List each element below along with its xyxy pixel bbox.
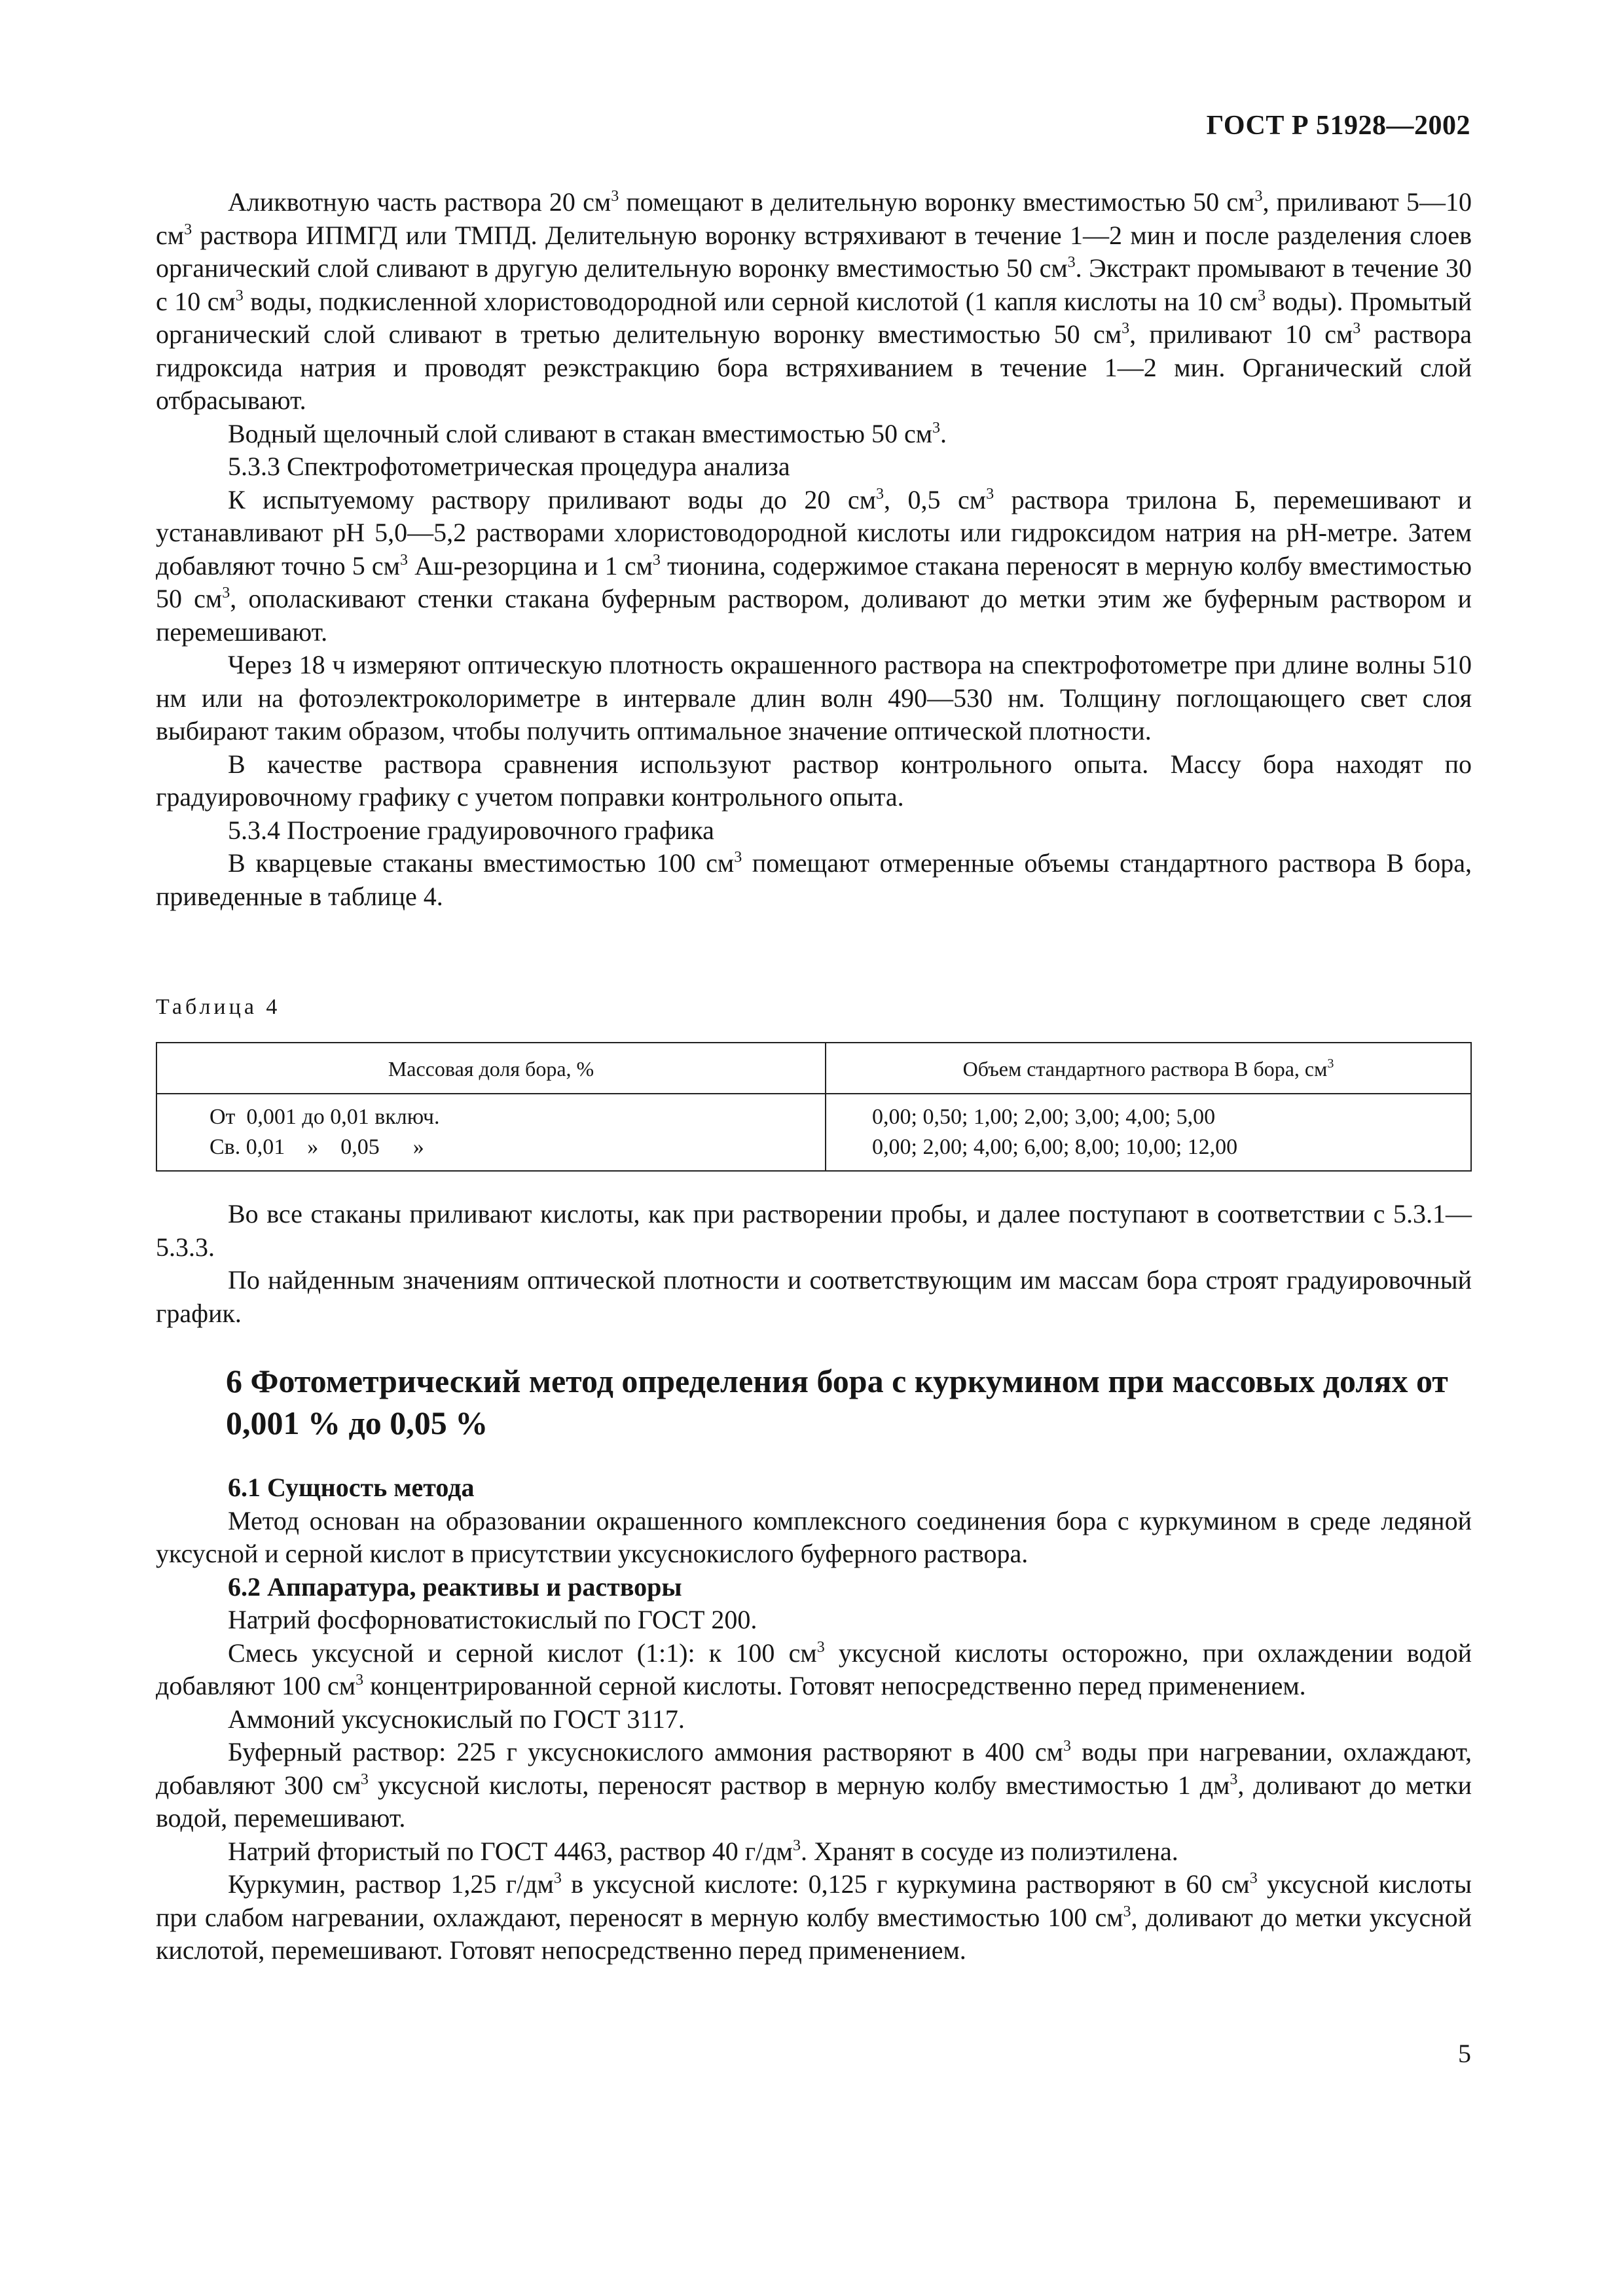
paragraph: Метод основан на образовании окрашенного комплексного соединения бора с куркумином в среде ледяной уксусной и серной кислот в присутствии уксуснокислого буферного раствора. xyxy=(156,1505,1472,1568)
table-row xyxy=(156,1094,1471,1171)
paragraph: По найденным значениям оптической плотности и соответствующим им массам бора строят градуировочный график. xyxy=(156,1265,1472,1328)
subsection-heading: 6.1 Сущность метода xyxy=(228,1473,475,1502)
paragraph: В качестве раствора сравнения используют раствор контрольного опыта. Массу бора находят по градуировочному графику с учетом поправки контрольного опыта. xyxy=(156,749,1472,812)
paragraph: Во все стаканы приливают кислоты, как при растворении пробы, и далее поступают в соответствии с 5.3.1—5.3.3. xyxy=(156,1199,1472,1262)
body-text-block-1 xyxy=(156,186,1472,913)
document-header: ГОСТ Р 51928—2002 xyxy=(1206,111,1470,141)
table-cell: 0,00; 0,50; 1,00; 2,00; 3,00; 4,00; 5,00 0,00; 2,00; 4,00; 6,00; 8,00; 10,00; 12,00 xyxy=(826,1094,1471,1171)
subsection-heading: 6.2 Аппаратура, реактивы и растворы xyxy=(228,1571,682,1602)
table-4 xyxy=(156,1042,1472,1172)
paragraph: К испытуемому раствору приливают воды до 20 $см^3$, 0,5 $см^3$ раствора трилона Б, перемешивают и устанавливают рН 5,0—5,2 растворами хлористоводородной кислоты или гидроксидом натрия на рН-метре. Затем добавляют точно 5 $см^3$ Аш-резорцина и 1 $см^3$ тионина, содержимое стакана переносят в мерную колбу вместимостью 50 $см^3$, ополаскивают стенки стакана буферным раствором, доливают до метки этим же буферным раствором и перемешивают. xyxy=(156,484,1472,647)
body-text-block-3 xyxy=(156,1471,1472,1967)
table-cell: От 0,001 до 0,01 включ. Св. 0,01 » 0,05 » xyxy=(156,1094,826,1171)
section-heading: 6 Фотометрический метод определения бора с куркумином при массовых долях от 0,001 % до 0,05 % xyxy=(226,1363,1448,1441)
paragraph: Куркумин, раствор 1,25 $г/дм^3$ в уксусной кислоте: 0,125 г куркумина растворяют в 60 $см^3$ уксусной кислоты при слабом нагревании, охлаждают, переносят в мерную колбу вместимостью 100 $см^3$, доливают до метки уксусной кислотой, перемешивают. Готовят непосредственно перед применением. xyxy=(156,1869,1472,1965)
paragraph: В кварцевые стаканы вместимостью 100 $см^3$ помещают отмеренные объемы стандартного раствора В бора, приведенные в таблице 4. xyxy=(156,848,1472,911)
table-header-cell: Массовая доля бора, % xyxy=(156,1043,826,1094)
paragraph: Аммоний уксуснокислый по ГОСТ 3117. xyxy=(228,1704,685,1734)
subsection-heading: 5.3.4 Построение градуировочного графика xyxy=(228,815,714,845)
paragraph: Натрий фтористый по ГОСТ 4463, раствор 40 $г/дм^3$. Хранят в сосуде из полиэтилена. xyxy=(228,1836,1178,1866)
paragraph: Аликвотную часть раствора 20 $см^3$ помещают в делительную воронку вместимостью 50 $см^3$, приливают 5—10 $см^3$ раствора ИПМГД или ТМПД. Делительную воронку встряхивают в течение 1—2 мин и после разделения слоев органический слой сливают в другую делительную воронку вместимостью 50 $см^3$. Экстракт промывают в течение 30 с 10 $см^3$ воды, подкисленной хлористоводородной или серной кислотой (1 капля кислоты на 10 $см^3$ воды). Промытый органический слой сливают в третью делительную воронку вместимостью 50 $см^3$, приливают 10 $см^3$ раствора гидроксида натрия и проводят реэкстракцию бора встряхиванием в течение 1—2 мин. Органический слой отбрасывают. xyxy=(156,187,1472,415)
page-number: 5 xyxy=(1458,2039,1471,2068)
subsection-heading: 5.3.3 Спектрофотометрическая процедура анализа xyxy=(228,452,790,481)
table-caption: Таблица 4 xyxy=(156,995,281,1019)
paragraph: Через 18 ч измеряют оптическую плотность окрашенного раствора на спектрофотометре при длине волны 510 нм или на фотоэлектроколориметре в интервале длин волн 490—530 нм. Толщину поглощающего свет слоя выбирают таким образом, чтобы получить оптимальное значение оптической плотности. xyxy=(156,650,1472,745)
paragraph: Натрий фосфорноватистокислый по ГОСТ 200. xyxy=(228,1605,757,1634)
body-text-block-2 xyxy=(156,1198,1472,1330)
paragraph: Водный щелочный слой сливают в стакан вместимостью 50 $см^3$. xyxy=(228,418,947,448)
paragraph: Смесь уксусной и серной кислот (1:1): к 100 $см^3$ уксусной кислоты осторожно, при охлаждении водой добавляют 100 $см^3$ концентрированной серной кислоты. Готовят непосредственно перед применением. xyxy=(156,1638,1472,1700)
table-header-row xyxy=(156,1043,1471,1094)
table-header-cell: Объем стандартного раствора В бора, $см^3$ xyxy=(826,1043,1471,1094)
paragraph: Буферный раствор: 225 г уксуснокислого аммония растворяют в 400 $см^3$ воды при нагревании, охлаждают, добавляют 300 $см^3$ уксусной кислоты, переносят раствор в мерную колбу вместимостью 1 $дм^3$, доливают до метки водой, перемешивают. xyxy=(156,1737,1472,1833)
